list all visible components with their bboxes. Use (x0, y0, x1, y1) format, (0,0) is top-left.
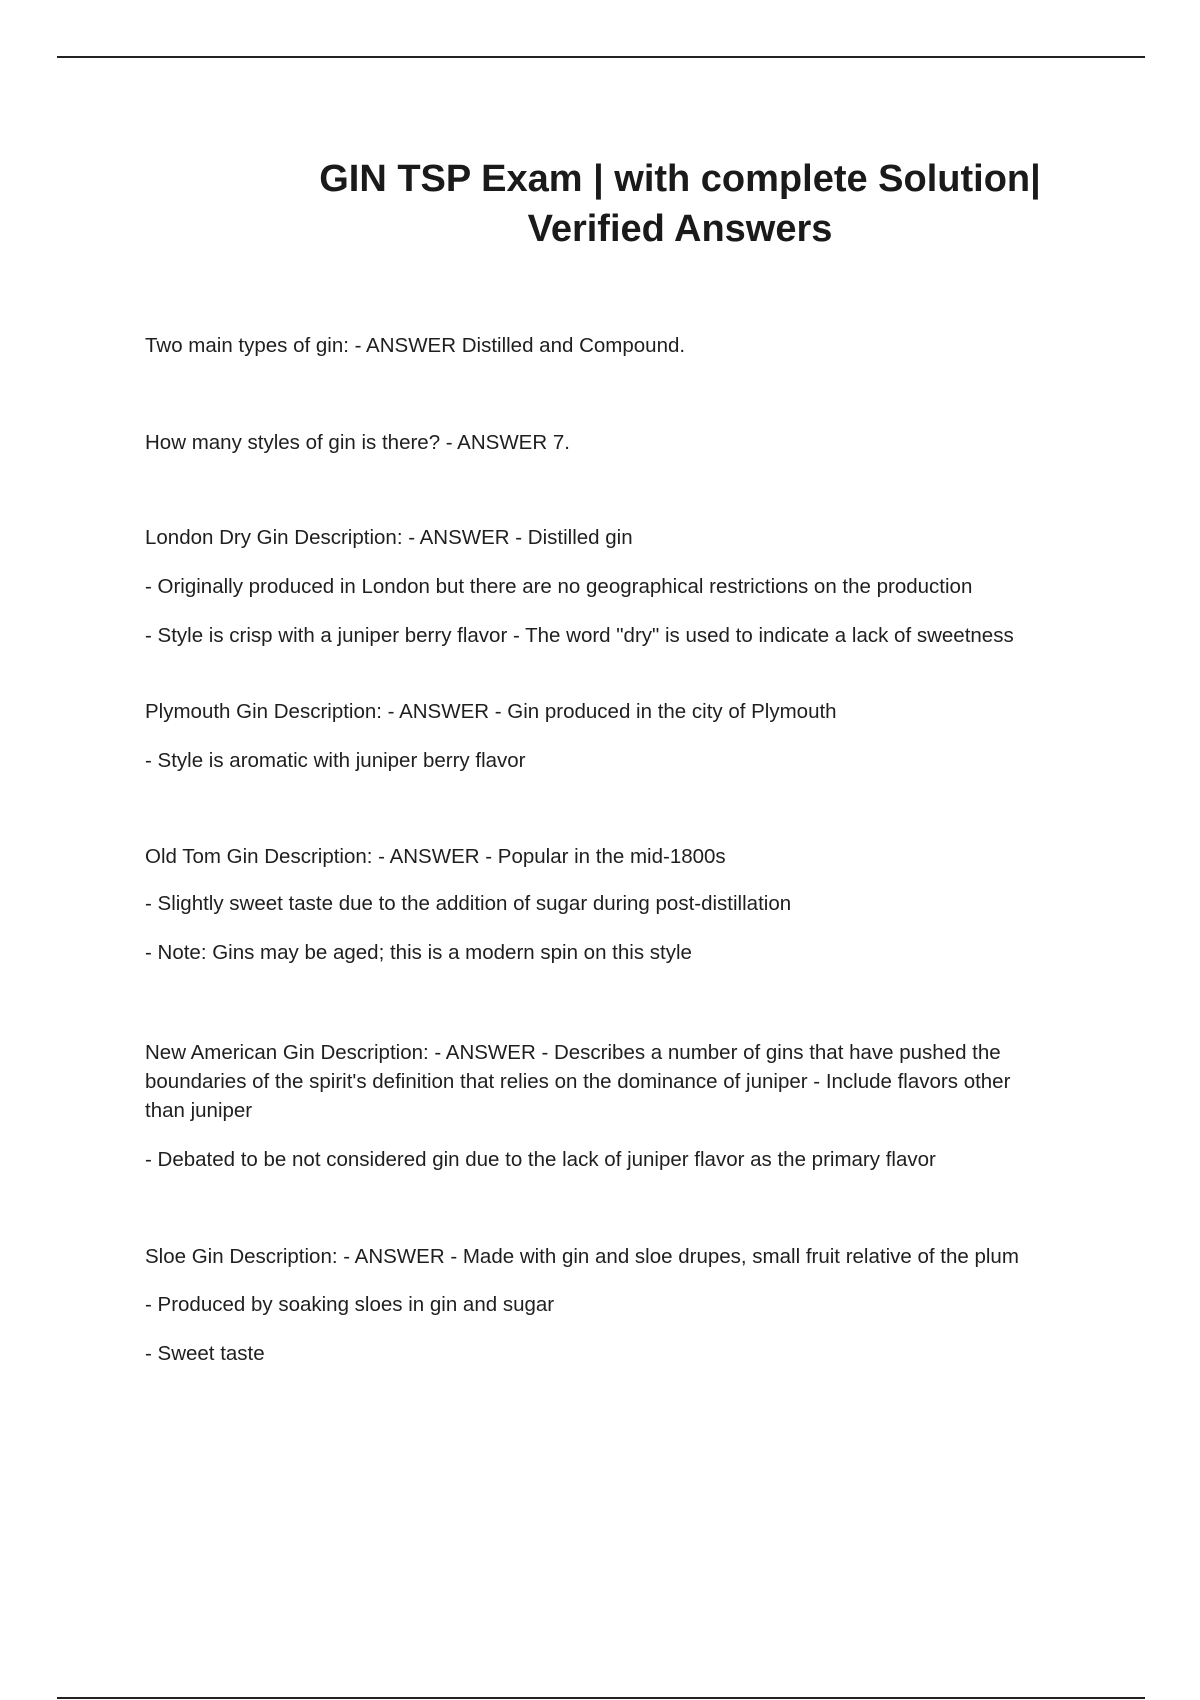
qa-styles-count: How many styles of gin is there? - ANSWER 7. (145, 431, 570, 454)
qa-plymouth: Plymouth Gin Description: - ANSWER - Gin produced in the city of Plymouth (145, 700, 837, 723)
bottom-divider (57, 1697, 1145, 1699)
qa-plymouth-detail-1: - Style is aromatic with juniper berry flavor (145, 749, 526, 772)
qa-new-american: New American Gin Description: - ANSWER - Describes a number of gins that have pushed the boundaries of the spirit's definition that relies on the dominance of juniper - Include flavors other than juniper (145, 1041, 1011, 1122)
qa-old-tom-detail-2: - Note: Gins may be aged; this is a modern spin on this style (145, 941, 692, 964)
qa-old-tom-detail-1: - Slightly sweet taste due to the addition of sugar during post-distillation (145, 892, 792, 915)
top-divider (57, 56, 1145, 58)
qa-sloe: Sloe Gin Description: - ANSWER - Made with gin and sloe drupes, small fruit relative of the plum (145, 1245, 1019, 1268)
qa-london-dry: London Dry Gin Description: - ANSWER - Distilled gin (145, 526, 633, 549)
qa-sloe-detail-1: - Produced by soaking sloes in gin and sugar (145, 1293, 555, 1316)
document-title (250, 154, 1110, 254)
title-line-1: GIN TSP Exam | with complete Solution| (319, 158, 1041, 200)
qa-old-tom: Old Tom Gin Description: - ANSWER - Popular in the mid-1800s (145, 845, 726, 868)
qa-two-main-types: Two main types of gin: - ANSWER Distilled and Compound. (145, 334, 686, 357)
qa-new-american-detail-1: - Debated to be not considered gin due to the lack of juniper flavor as the primary flavor (145, 1148, 936, 1171)
qa-sloe-detail-2: - Sweet taste (145, 1342, 265, 1365)
qa-london-dry-detail-1: - Originally produced in London but there are no geographical restrictions on the production (145, 575, 973, 598)
title-line-2: Verified Answers (527, 208, 833, 250)
qa-london-dry-detail-2: - Style is crisp with a juniper berry flavor - The word "dry" is used to indicate a lack of sweetness (145, 624, 1014, 647)
